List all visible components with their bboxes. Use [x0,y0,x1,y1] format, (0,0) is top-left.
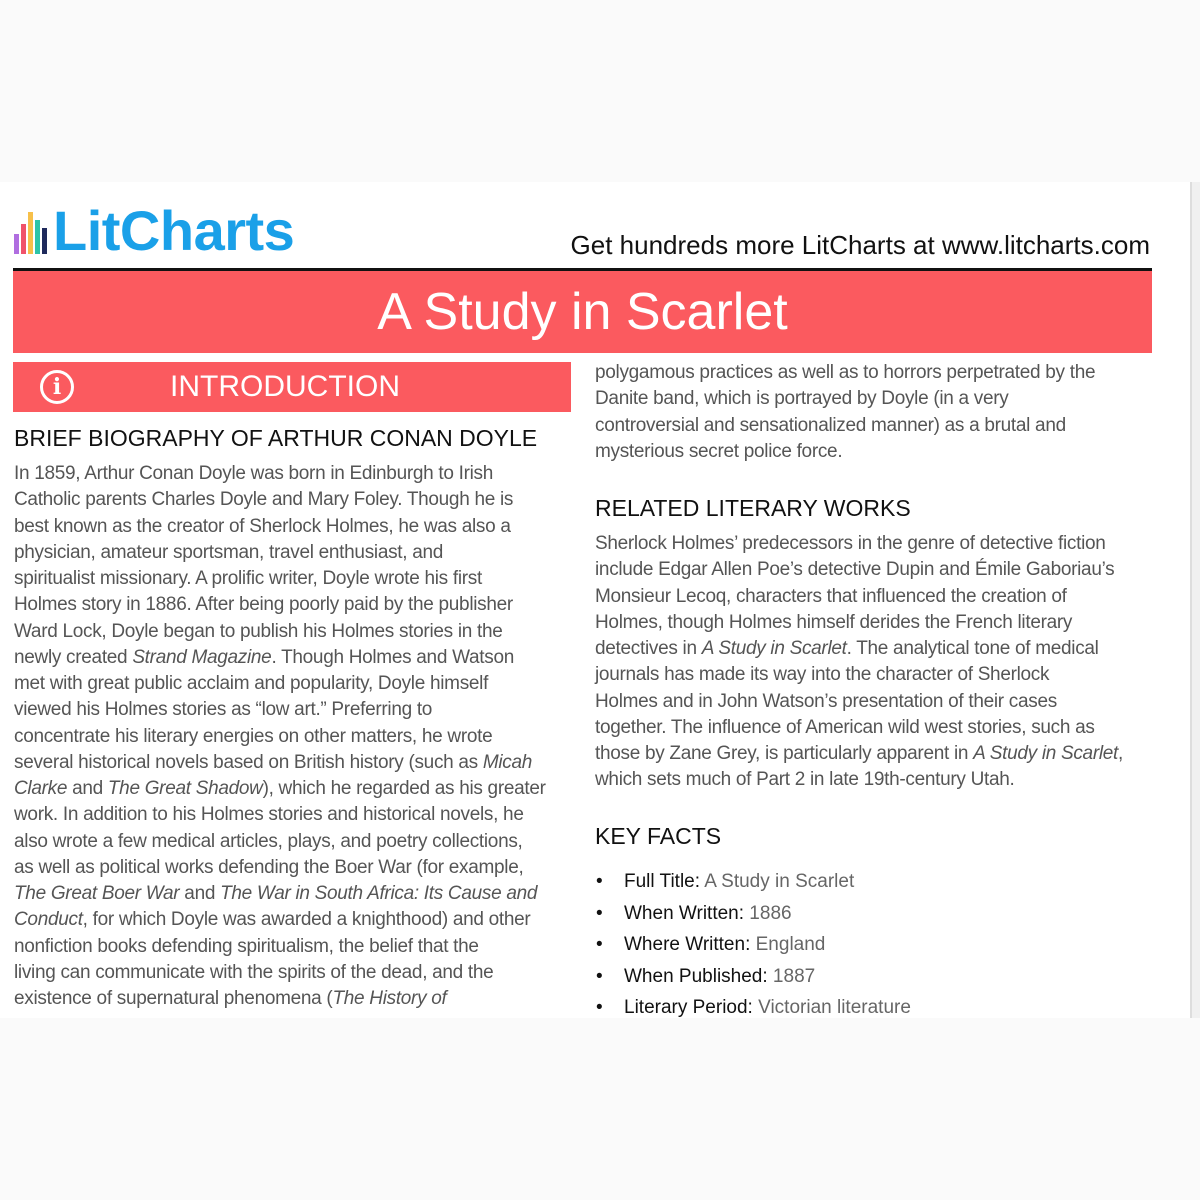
bullet-icon: • [596,997,603,1018]
text-span: nonfiction books defending spiritualism, the belief that the [14,935,479,957]
text-span: , for which Doyle was awarded a knighthood) and other [82,909,531,931]
section-label: INTRODUCTION [170,370,400,403]
text-span: Holmes and in John Watson’s presentation of their cases [595,690,1057,712]
text-line [14,960,546,986]
related-works-text [595,531,1123,794]
key-fact-label: When Written: [624,902,745,924]
text-span: work. In addition to his Holmes stories and historical novels, he [14,804,524,826]
text-span: In 1859, Arthur Conan Doyle was born in Edinburgh to Irish [14,463,494,484]
text-span: Holmes story in 1886. After being poorly paid by the publisher [14,594,513,616]
text-span: . Though Holmes and Watson [271,646,514,668]
text-span: Ward Lock, Doyle began to publish his Holmes stories in the [14,620,503,642]
text-line [14,697,546,723]
text-span: and [179,883,221,904]
biography-heading: BRIEF BIOGRAPHY OF ARTHUR CONAN DOYLE [14,425,538,451]
text-span: mysterious secret police force. [595,440,843,462]
text-span: those by Zane Grey, is particularly apparent in [595,743,974,764]
text-line [14,750,546,776]
key-fact-item [596,961,911,993]
italic-title: The Great Boer War [14,883,180,904]
key-fact-value: 1887 [767,965,816,987]
text-line [14,645,546,671]
text-line [14,724,546,750]
text-line [14,619,546,645]
biography-text [14,461,546,1012]
text-span: newly created [14,646,133,668]
italic-title: Conduct [14,909,83,931]
text-span: also wrote a few medical articles, plays, and poetry collections, [14,830,523,852]
italic-title: A Study in Scarlet [973,743,1119,764]
info-icon: i [40,370,74,404]
key-fact-value: England [750,934,826,955]
text-span: as well as political works defending the Boer War (for example, [14,856,524,878]
key-fact-item [596,992,911,1018]
text-line [595,610,1123,636]
text-line [595,662,1123,688]
scrollbar[interactable] [1190,182,1200,1018]
text-span: together. The influence of American wild west stories, such as [595,716,1095,738]
bullet-icon: • [596,934,603,955]
bullet-icon: • [596,871,603,892]
italic-title: The Great Shadow [107,778,263,799]
document-page [0,182,1190,1018]
text-span: Monsieur Lecoq, characters that influenced the creation of [595,585,1067,607]
text-span: spiritualist missionary. A prolific writer, Doyle wrote his first [14,568,482,589]
text-line [14,802,546,828]
text-line [14,881,546,907]
italic-title: Micah [482,751,533,773]
key-fact-item [596,898,911,930]
text-line [14,907,546,933]
key-facts-heading: KEY FACTS [595,823,722,849]
text-line [14,776,546,802]
text-span: Danite band, which is portrayed by Doyle (in a very [595,388,1009,410]
key-fact-label: When Published: [624,965,768,987]
text-line [14,461,546,487]
text-span: which sets much of Part 2 in late 19th-century Utah. [595,769,1015,791]
promo-link[interactable]: Get hundreds more LitCharts at www.litcharts.com [570,230,1150,260]
text-line [595,715,1123,741]
text-span: include Edgar Allen Poe’s detective Dupin and Émile Gaboriau’s [595,559,1115,581]
text-span: living can communicate with the spirits of the dead, and the [14,961,494,983]
page-title: A Study in Scarlet [13,271,1152,353]
litcharts-logo[interactable] [14,199,295,262]
text-span: Catholic parents Charles Doyle and Mary Foley. Though he is [14,489,514,511]
text-line [14,934,546,960]
text-span: polygamous practices as well as to horrors perpetrated by the [595,362,1096,383]
key-fact-item [596,929,911,961]
text-line [14,986,546,1012]
text-line [14,855,546,881]
text-line [14,592,546,618]
key-fact-value: 1886 [744,902,792,924]
text-span: and [67,778,108,799]
text-line [595,767,1123,793]
text-span: met with great public acclaim and popularity, Doyle himself [14,673,489,694]
text-span: Holmes, though Holmes himself derides the French literary [595,611,1073,633]
key-fact-label: Literary Period: [624,997,753,1018]
italic-title: The War in South Africa: Its Cause and [220,883,538,904]
italic-title: Strand Magazine [132,646,272,668]
text-line [595,741,1123,767]
text-span: Sherlock Holmes’ predecessors in the genre of detective fiction [595,533,1106,554]
text-line [595,413,1095,439]
text-line [595,531,1123,557]
key-facts-list [596,866,911,1018]
bullet-icon: • [596,902,603,924]
text-span: controversial and sensationalized manner) as a brutal and [595,414,1066,436]
text-line [595,386,1095,412]
section-header-introduction [13,362,571,412]
logo-bars-icon [14,210,47,254]
text-line [595,636,1123,662]
text-line [14,514,546,540]
text-span: best known as the creator of Sherlock Holmes, he was also a [14,515,511,537]
italic-title: Clarke [14,778,68,799]
text-line [14,566,546,592]
logo-text: LitCharts [53,199,295,262]
biography-continuation-text [595,360,1095,465]
italic-title: The History of [332,988,447,1009]
bullet-icon: • [596,965,603,987]
text-line [14,671,546,697]
text-line [595,360,1095,386]
key-fact-label: Full Title: [624,871,701,892]
key-fact-label: Where Written: [624,934,751,955]
text-span: ), which he regarded as his greater [262,778,546,799]
text-span: journals has made its way into the character of Sherlock [595,664,1050,686]
text-span: viewed his Holmes stories as “low art.” Preferring to [14,699,433,721]
key-fact-value: Victorian literature [752,997,911,1018]
text-line [14,487,546,513]
text-span: , [1118,743,1124,764]
related-works-heading: RELATED LITERARY WORKS [595,495,911,521]
text-span: concentrate his literary energies on other matters, he wrote [14,725,493,747]
key-fact-value: A Study in Scarlet [700,871,855,892]
text-line [595,584,1123,610]
text-line [595,557,1123,583]
text-span: several historical novels based on British history (such as [14,751,483,773]
text-line [595,689,1123,715]
text-span: detectives in [595,638,702,659]
text-line [14,829,546,855]
text-line [595,439,1095,465]
text-span: existence of supernatural phenomena ( [14,988,333,1009]
text-span: . The analytical tone of medical [846,638,1099,659]
key-fact-item [596,866,911,898]
text-span: physician, amateur sportsman, travel enthusiast, and [14,541,444,563]
italic-title: A Study in Scarlet [701,638,847,659]
text-line [14,540,546,566]
